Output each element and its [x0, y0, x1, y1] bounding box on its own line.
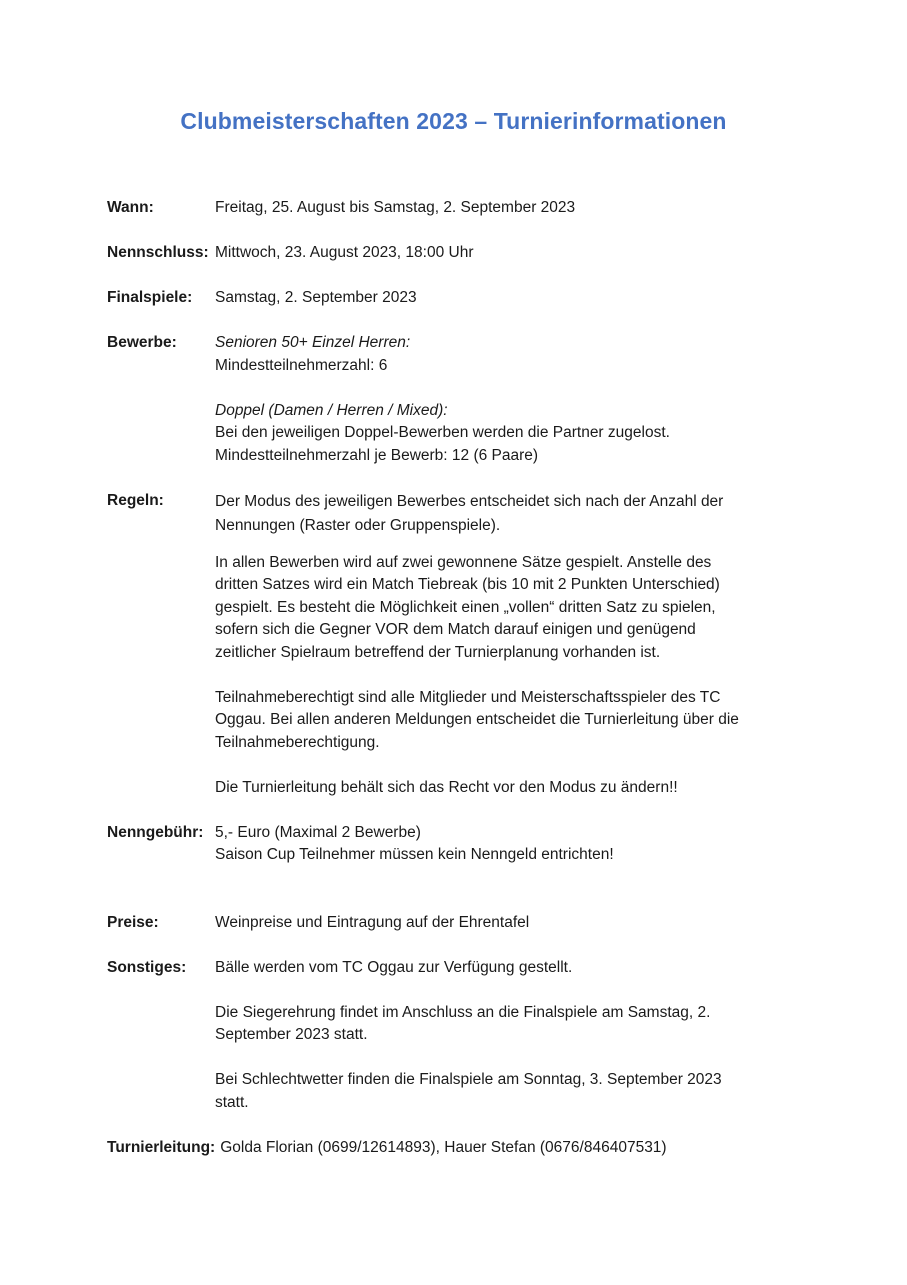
sonstiges-label: Sonstiges: — [107, 958, 187, 976]
nenngebuehr-line-1: 5,- Euro (Maximal 2 Bewerbe) — [215, 823, 421, 841]
row-wann — [107, 197, 807, 220]
bewerbe-value — [215, 332, 807, 467]
sonstiges-value — [215, 957, 807, 1115]
regeln-label: Regeln: — [107, 491, 164, 509]
doppel-info: Bei den jeweiligen Doppel-Bewerben werden die Partner zugelost. — [215, 424, 670, 441]
regeln-p2-line-4: sofern sich die Gegner VOR dem Match darauf einigen und genügend — [215, 621, 696, 638]
regeln-paragraph-4 — [215, 777, 807, 800]
row-sonstiges — [107, 957, 807, 1115]
regeln-p3-line-2: Oggau. Bei allen anderen Meldungen entscheidet die Turnierleitung über die — [215, 711, 739, 728]
turnierleitung-label: Turnierleitung: — [107, 1138, 216, 1156]
row-finalspiele — [107, 287, 807, 310]
sonstiges-p2-line-2: September 2023 statt. — [215, 1026, 368, 1043]
row-preise — [107, 912, 807, 935]
turnierleitung-value: Golda Florian (0699/12614893), Hauer Stefan (0676/846407531) — [220, 1138, 667, 1156]
preise-label: Preise: — [107, 913, 159, 931]
regeln-p2-line-2: dritten Satzes wird ein Match Tiebreak (bis 10 mit 2 Punkten Unterschied) — [215, 576, 720, 593]
regeln-p1-line-2: Nennungen (Raster oder Gruppenspiele). — [215, 516, 501, 534]
wann-value: Freitag, 25. August bis Samstag, 2. September 2023 — [215, 199, 576, 216]
regeln-p3-line-3: Teilnahmeberechtigung. — [215, 733, 380, 751]
nenngebuehr-label: Nenngebühr: — [107, 823, 204, 841]
regeln-paragraph-3 — [215, 687, 807, 755]
regeln-p2-line-5: zeitlicher Spielraum betreffend der Turnierplanung vorhanden ist. — [215, 643, 661, 661]
sonstiges-p1-line-1: Bälle werden vom TC Oggau zur Verfügung gestellt. — [215, 958, 573, 976]
row-regeln — [107, 490, 807, 800]
doppel-title: Doppel (Damen / Herren / Mixed): — [215, 401, 448, 419]
nennschluss-value: Mittwoch, 23. August 2023, 18:00 Uhr — [215, 244, 474, 261]
page-title: Clubmeisterschaften 2023 – Turnierinformationen — [180, 108, 727, 134]
finalspiele-label: Finalspiele: — [107, 289, 193, 306]
regeln-p2-line-3: gespielt. Es besteht die Möglichkeit einen „vollen“ dritten Satz zu spielen, — [215, 598, 716, 616]
regeln-p2-line-1: In allen Bewerben wird auf zwei gewonnene Sätze gespielt. Anstelle des — [215, 553, 712, 571]
regeln-paragraph-2 — [215, 552, 807, 665]
einzel-min: Mindestteilnehmerzahl: 6 — [215, 356, 388, 374]
regeln-p3-line-1: Teilnahmeberechtigt sind alle Mitglieder und Meisterschaftsspieler des TC — [215, 688, 721, 706]
sonstiges-p3-line-2: statt. — [215, 1093, 249, 1111]
finalspiele-value: Samstag, 2. September 2023 — [215, 289, 417, 306]
regeln-value — [215, 490, 807, 800]
row-bewerbe — [107, 332, 807, 467]
row-turnierleitung — [107, 1137, 807, 1160]
nenngebuehr-line-2: Saison Cup Teilnehmer müssen kein Nenngeld entrichten! — [215, 846, 614, 863]
doppel-min: Mindestteilnehmerzahl je Bewerb: 12 (6 Paare) — [215, 446, 539, 464]
bewerbe-label: Bewerbe: — [107, 334, 177, 351]
regeln-p4-line-1: Die Turnierleitung behält sich das Recht vor den Modus zu ändern!! — [215, 778, 678, 796]
regeln-paragraph-1 — [215, 490, 807, 538]
einzel-title: Senioren 50+ Einzel Herren: — [215, 334, 411, 351]
sonstiges-p3-line-1: Bei Schlechtwetter finden die Finalspiele am Sonntag, 3. September 2023 — [215, 1071, 722, 1088]
regeln-p1-line-1: Der Modus des jeweiligen Bewerbes entscheidet sich nach der Anzahl der — [215, 492, 724, 510]
nenngebuehr-value — [215, 822, 807, 867]
tournament-info — [107, 197, 807, 1159]
wann-label: Wann: — [107, 199, 154, 216]
row-nenngebuehr — [107, 822, 807, 867]
preise-value: Weinpreise und Eintragung auf der Ehrentafel — [215, 913, 530, 931]
row-nennschluss — [107, 242, 807, 265]
nennschluss-label: Nennschluss: — [107, 244, 209, 261]
sonstiges-p2-line-1: Die Siegerehrung findet im Anschluss an die Finalspiele am Samstag, 2. — [215, 1003, 711, 1021]
